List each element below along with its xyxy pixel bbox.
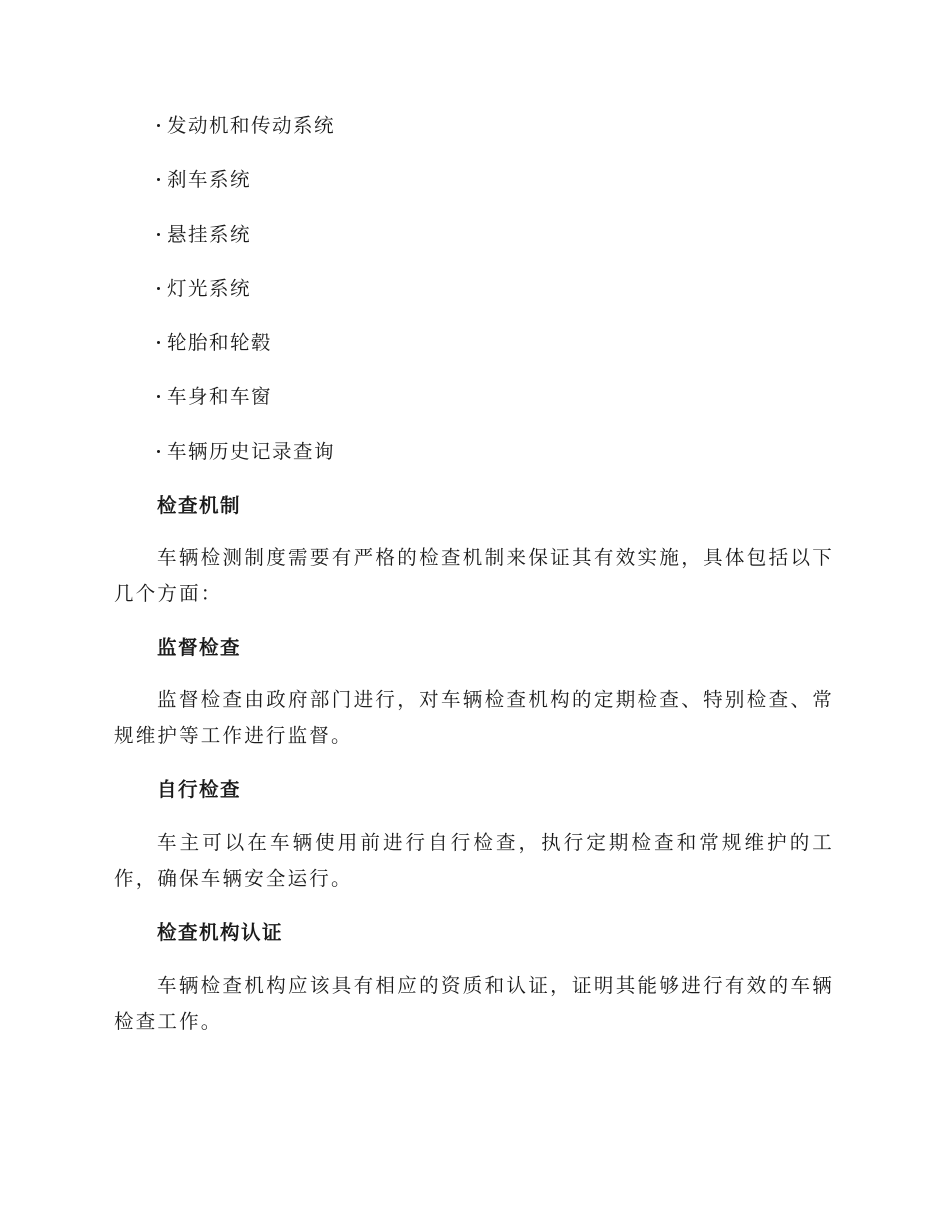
paragraph: 监督检查由政府部门进行，对车辆检查机构的定期检查、特别检查、常规维护等工作进行监督。 bbox=[114, 688, 834, 747]
list-item bbox=[157, 162, 335, 216]
list-item-text: 灯光系统 bbox=[167, 276, 252, 300]
bullet-icon bbox=[157, 178, 160, 181]
bullet-icon bbox=[157, 124, 160, 127]
list-item-text: 悬挂系统 bbox=[167, 222, 252, 246]
section-body-self-check bbox=[114, 825, 834, 897]
section-heading-supervision: 监督检查 bbox=[157, 636, 242, 659]
list-item bbox=[157, 379, 335, 433]
section-body-mechanism bbox=[114, 540, 834, 612]
inspection-items-list bbox=[157, 108, 335, 488]
list-item-text: 发动机和传动系统 bbox=[167, 114, 336, 137]
paragraph: 车辆检测制度需要有严格的检查机制来保证其有效实施，具体包括以下几个方面： bbox=[114, 546, 834, 605]
paragraph: 车主可以在车辆使用前进行自行检查，执行定期检查和常规维护的工作，确保车辆安全运行。 bbox=[114, 831, 834, 890]
list-item-text: 刹车系统 bbox=[167, 168, 252, 192]
bullet-icon bbox=[157, 341, 160, 344]
list-item-text: 车辆历史记录查询 bbox=[167, 439, 336, 463]
bullet-icon bbox=[157, 450, 160, 453]
section-heading-self-check: 自行检查 bbox=[157, 778, 242, 801]
list-item bbox=[157, 325, 335, 379]
list-item-text: 车身和车窗 bbox=[167, 385, 273, 409]
section-body-supervision bbox=[114, 682, 834, 754]
bullet-icon bbox=[157, 287, 160, 290]
list-item bbox=[157, 434, 335, 488]
bullet-icon bbox=[157, 395, 160, 398]
paragraph: 车辆检查机构应该具有相应的资质和认证，证明其能够进行有效的车辆检查工作。 bbox=[114, 974, 834, 1033]
list-item bbox=[157, 108, 335, 162]
section-heading-certification: 检查机构认证 bbox=[157, 921, 284, 944]
bullet-icon bbox=[157, 233, 160, 236]
list-item-text: 轮胎和轮毂 bbox=[167, 331, 273, 355]
section-heading-mechanism: 检查机制 bbox=[157, 494, 242, 517]
section-body-certification bbox=[114, 968, 834, 1040]
list-item bbox=[157, 271, 335, 325]
list-item bbox=[157, 217, 335, 271]
